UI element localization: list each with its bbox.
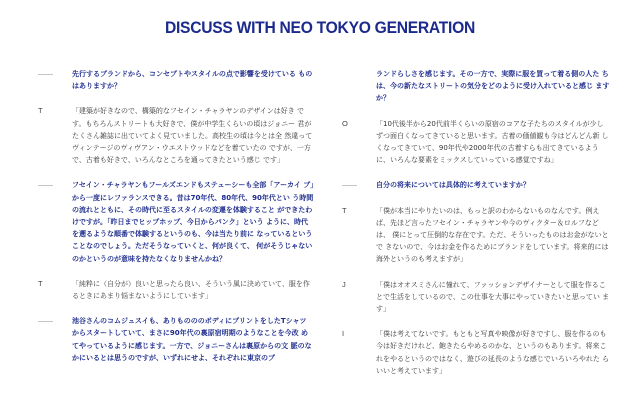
right-column — [342, 68, 612, 390]
question-dash: —— — [38, 180, 53, 190]
question-dash: —— — [38, 69, 53, 78]
question-dash: —— — [342, 180, 357, 190]
speaker-initial: I — [342, 329, 345, 339]
answer-text: 「純粋に（自分が）良いと思ったら良い、そういう風に決めていて、服を作 るときにあまり悩まないようにしています」 — [72, 279, 310, 301]
dialogue-entry — [342, 205, 612, 266]
answer-text: 「10代後半から20代前半くらいの原宿のコアな子たちのスタイルが少し ずつ面白くなってきていると思います。古着の価値観も今はどんどん新 しくなってきていて、90年代や2000年代の古着すらも出てきているよう に、いろんな要素をミックスしていっている感覚ですね」 — [376, 119, 609, 165]
dialogue-entry — [38, 179, 314, 264]
speaker-initial: T — [342, 205, 347, 215]
speaker-initial: T — [38, 278, 43, 288]
question-text: ランドらしさを感じます。その一方で、実際に服を買って着る側の人た ちは、今の新たなストリートの気分をどのように受け入れていると感じ ますか？ — [376, 70, 610, 103]
dialogue-entry — [38, 105, 314, 166]
dialogue-entry — [38, 315, 314, 364]
dialogue-entry — [342, 179, 612, 191]
answer-text: 「僕は考えてないです。もともと写真や映像が好きですし、服を作るのも 今は好きだけれど、飽きたらやめるのかな、というのもあります。将来こ れをやるというのではなく、遊びの延長のような感じでいろいろやれた らいいと考えています」 — [376, 330, 610, 375]
dialogue-entry — [38, 278, 314, 302]
left-column — [38, 68, 314, 377]
speaker-initial: T — [38, 106, 43, 116]
speaker-initial: J — [342, 279, 346, 289]
dialogue-entry-continued — [376, 68, 612, 105]
question-dash: —— — [38, 316, 53, 326]
answer-text: 「僕が本当にやりたいのは、もっと訳のわからないものなんです。例え ば、先ほど言ったフセイン・チャラヤンや今のヴィクター＆ロルフなどは、 僕にとって圧倒的な存在です。ただ、そういったものはお金がないとで きないので、今はお金を作るためにブランドをしています。将来的には 海外というのも考えますが」 — [376, 206, 609, 264]
dialogue-entry — [342, 279, 612, 316]
question-text: 自分の将来については具体的に考えていますか？ — [376, 181, 530, 190]
answer-text: 「僕はオオスミさんに憧れて、ファッションデザイナーとして服を作るこ とで生活をしているので、この仕事を大事にやっていきたいと思ってい ます」 — [376, 280, 610, 314]
question-text: 池谷さんのコムジュスイも、ありものののボディにプリントをしたTシャツ からスタートしていて、まさに90年代の裏原宿明期のようなことを今改 めてやっているように感じます。一方で、ジョニーさんは裏原からの文 脈のなかにいるとは思うのですが、いずれにせよ、それぞれに東京のブ — [72, 317, 312, 362]
dialogue-entry — [38, 68, 314, 92]
dialogue-entry — [342, 328, 612, 377]
speaker-initial: O — [342, 118, 348, 128]
answer-text: 「建築が好きなので、構築的なフセイン・チャラヤンのデザインは好き です。もちろんストリートも大好きで、僕が中学生くらいの頃はジョニー 君がたくさん雑誌に出ていてよく見ていました。高校生の頃は今とは全 然違ってヴィンテージのヴィヴアン・ウエストウッドなどを着ていたの ですが、一方で、古着も好きで、いろんなところを通ってきたという感じ です」 — [72, 107, 313, 165]
question-text: 先行するブランドから、コンセプトやスタイルの点で影響を受けている ものはありますか？ — [72, 70, 313, 91]
page-title: DISCUSS WITH NEO TOKYO GENERATION — [164, 18, 476, 37]
dialogue-entry — [342, 118, 612, 167]
question-text: フセイン・チャラヤンもフールズエンドもステューシーも全部「アーカイ ブ」から一度にレファランスできる。昔は70年代、80年代、90年代とい う時間の流れとともに、その時代に至るスタイルの変遷を体験すること ができたわけですが。「昨日までヒップホップ、今日からパンク」という ように、時代を遡るような順番で体験するというのも、今は当たり前に なっているということなのでしょう。ただそうなっていくと、何が良くて、 何がそうじゃないのかというのが意味を持たなくなりませんかね？ — [72, 181, 314, 263]
